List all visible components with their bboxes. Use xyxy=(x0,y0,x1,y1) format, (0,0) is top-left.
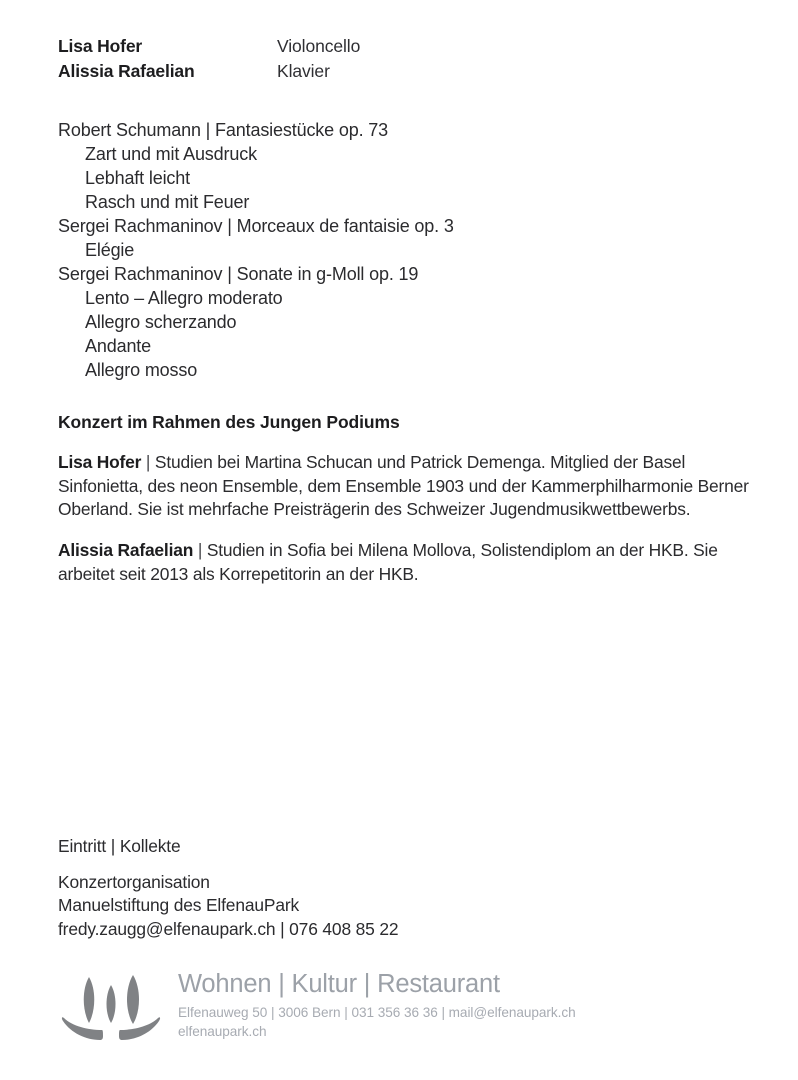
performer-name: Lisa Hofer xyxy=(58,36,143,56)
programme-work: Sergei Rachmaninov | Sonate in g-Moll op. 19 xyxy=(58,264,419,284)
programme-work: Sergei Rachmaninov | Morceaux de fantaisie op. 3 xyxy=(58,216,454,236)
biography-name: Lisa Hofer xyxy=(58,452,142,472)
programme-movement: Allegro scherzando xyxy=(85,312,237,332)
performer-instrument: Violoncello xyxy=(277,36,361,56)
admission-line: Eintritt | Kollekte xyxy=(58,836,181,856)
programme-list xyxy=(58,118,758,382)
programme-movement: Elégie xyxy=(85,240,135,260)
programme-movement: Lento – Allegro moderato xyxy=(85,288,283,308)
programme-movement: Allegro mosso xyxy=(85,360,198,380)
biography-text: Studien bei Martina Schucan und Patrick Demenga. Mitglied der Basel Sinfonietta, des neon Ensemble, dem Ensemble 1903 und der Kammerphilharmonie Berner Oberland. Sie ist mehrfache Preisträgerin des Schweizer Jugendmusikwettbewerbs. xyxy=(58,452,749,520)
brand-contact: Elfenauweg 50 | 3006 Bern | 031 356 36 36 | mail@elfenaupark.ch xyxy=(178,1005,576,1020)
biography-separator: | xyxy=(197,540,203,561)
organisation-contact: fredy.zaugg@elfenaupark.ch | 076 408 85 22 xyxy=(58,918,399,939)
programme-movement: Andante xyxy=(85,336,152,356)
performer-instrument: Klavier xyxy=(277,61,330,81)
organisation-name: Manuelstiftung des ElfenauPark xyxy=(58,895,300,915)
elfenaupark-leaves-icon xyxy=(58,968,166,1048)
brand-title: Wohnen | Kultur | Restaurant xyxy=(178,970,500,998)
performers-block xyxy=(58,34,758,84)
programme-movement: Rasch und mit Feuer xyxy=(85,192,250,212)
performer-name: Alissia Rafaelian xyxy=(58,61,195,81)
programme-work: Robert Schumann | Fantasiestücke op. 73 xyxy=(58,120,389,140)
brand-footer xyxy=(58,968,778,1048)
biography-entry xyxy=(58,451,750,522)
brand-website: elfenaupark.ch xyxy=(178,1024,267,1039)
biographies-heading: Konzert im Rahmen des Jungen Podiums xyxy=(58,412,400,432)
spacer xyxy=(58,859,758,871)
biographies-block xyxy=(58,411,750,586)
brand-text-block xyxy=(166,968,576,1041)
programme-movement: Lebhaft leicht xyxy=(85,168,190,188)
biography-separator: | xyxy=(145,452,151,472)
performer-row xyxy=(58,59,758,84)
biography-entry xyxy=(58,539,750,586)
practical-info-block xyxy=(58,835,758,941)
programme-movement: Zart und mit Ausdruck xyxy=(85,144,257,164)
biography-name: Alissia Rafaelian xyxy=(58,540,194,561)
biography-text: Studien in Sofia bei Milena Mollova, Solistendiplom an der HKB. Sie arbeitet seit 2013 als Korrepetitorin an der HKB. xyxy=(58,540,718,584)
performer-row xyxy=(58,34,758,59)
organisation-label: Konzertorganisation xyxy=(58,871,210,892)
